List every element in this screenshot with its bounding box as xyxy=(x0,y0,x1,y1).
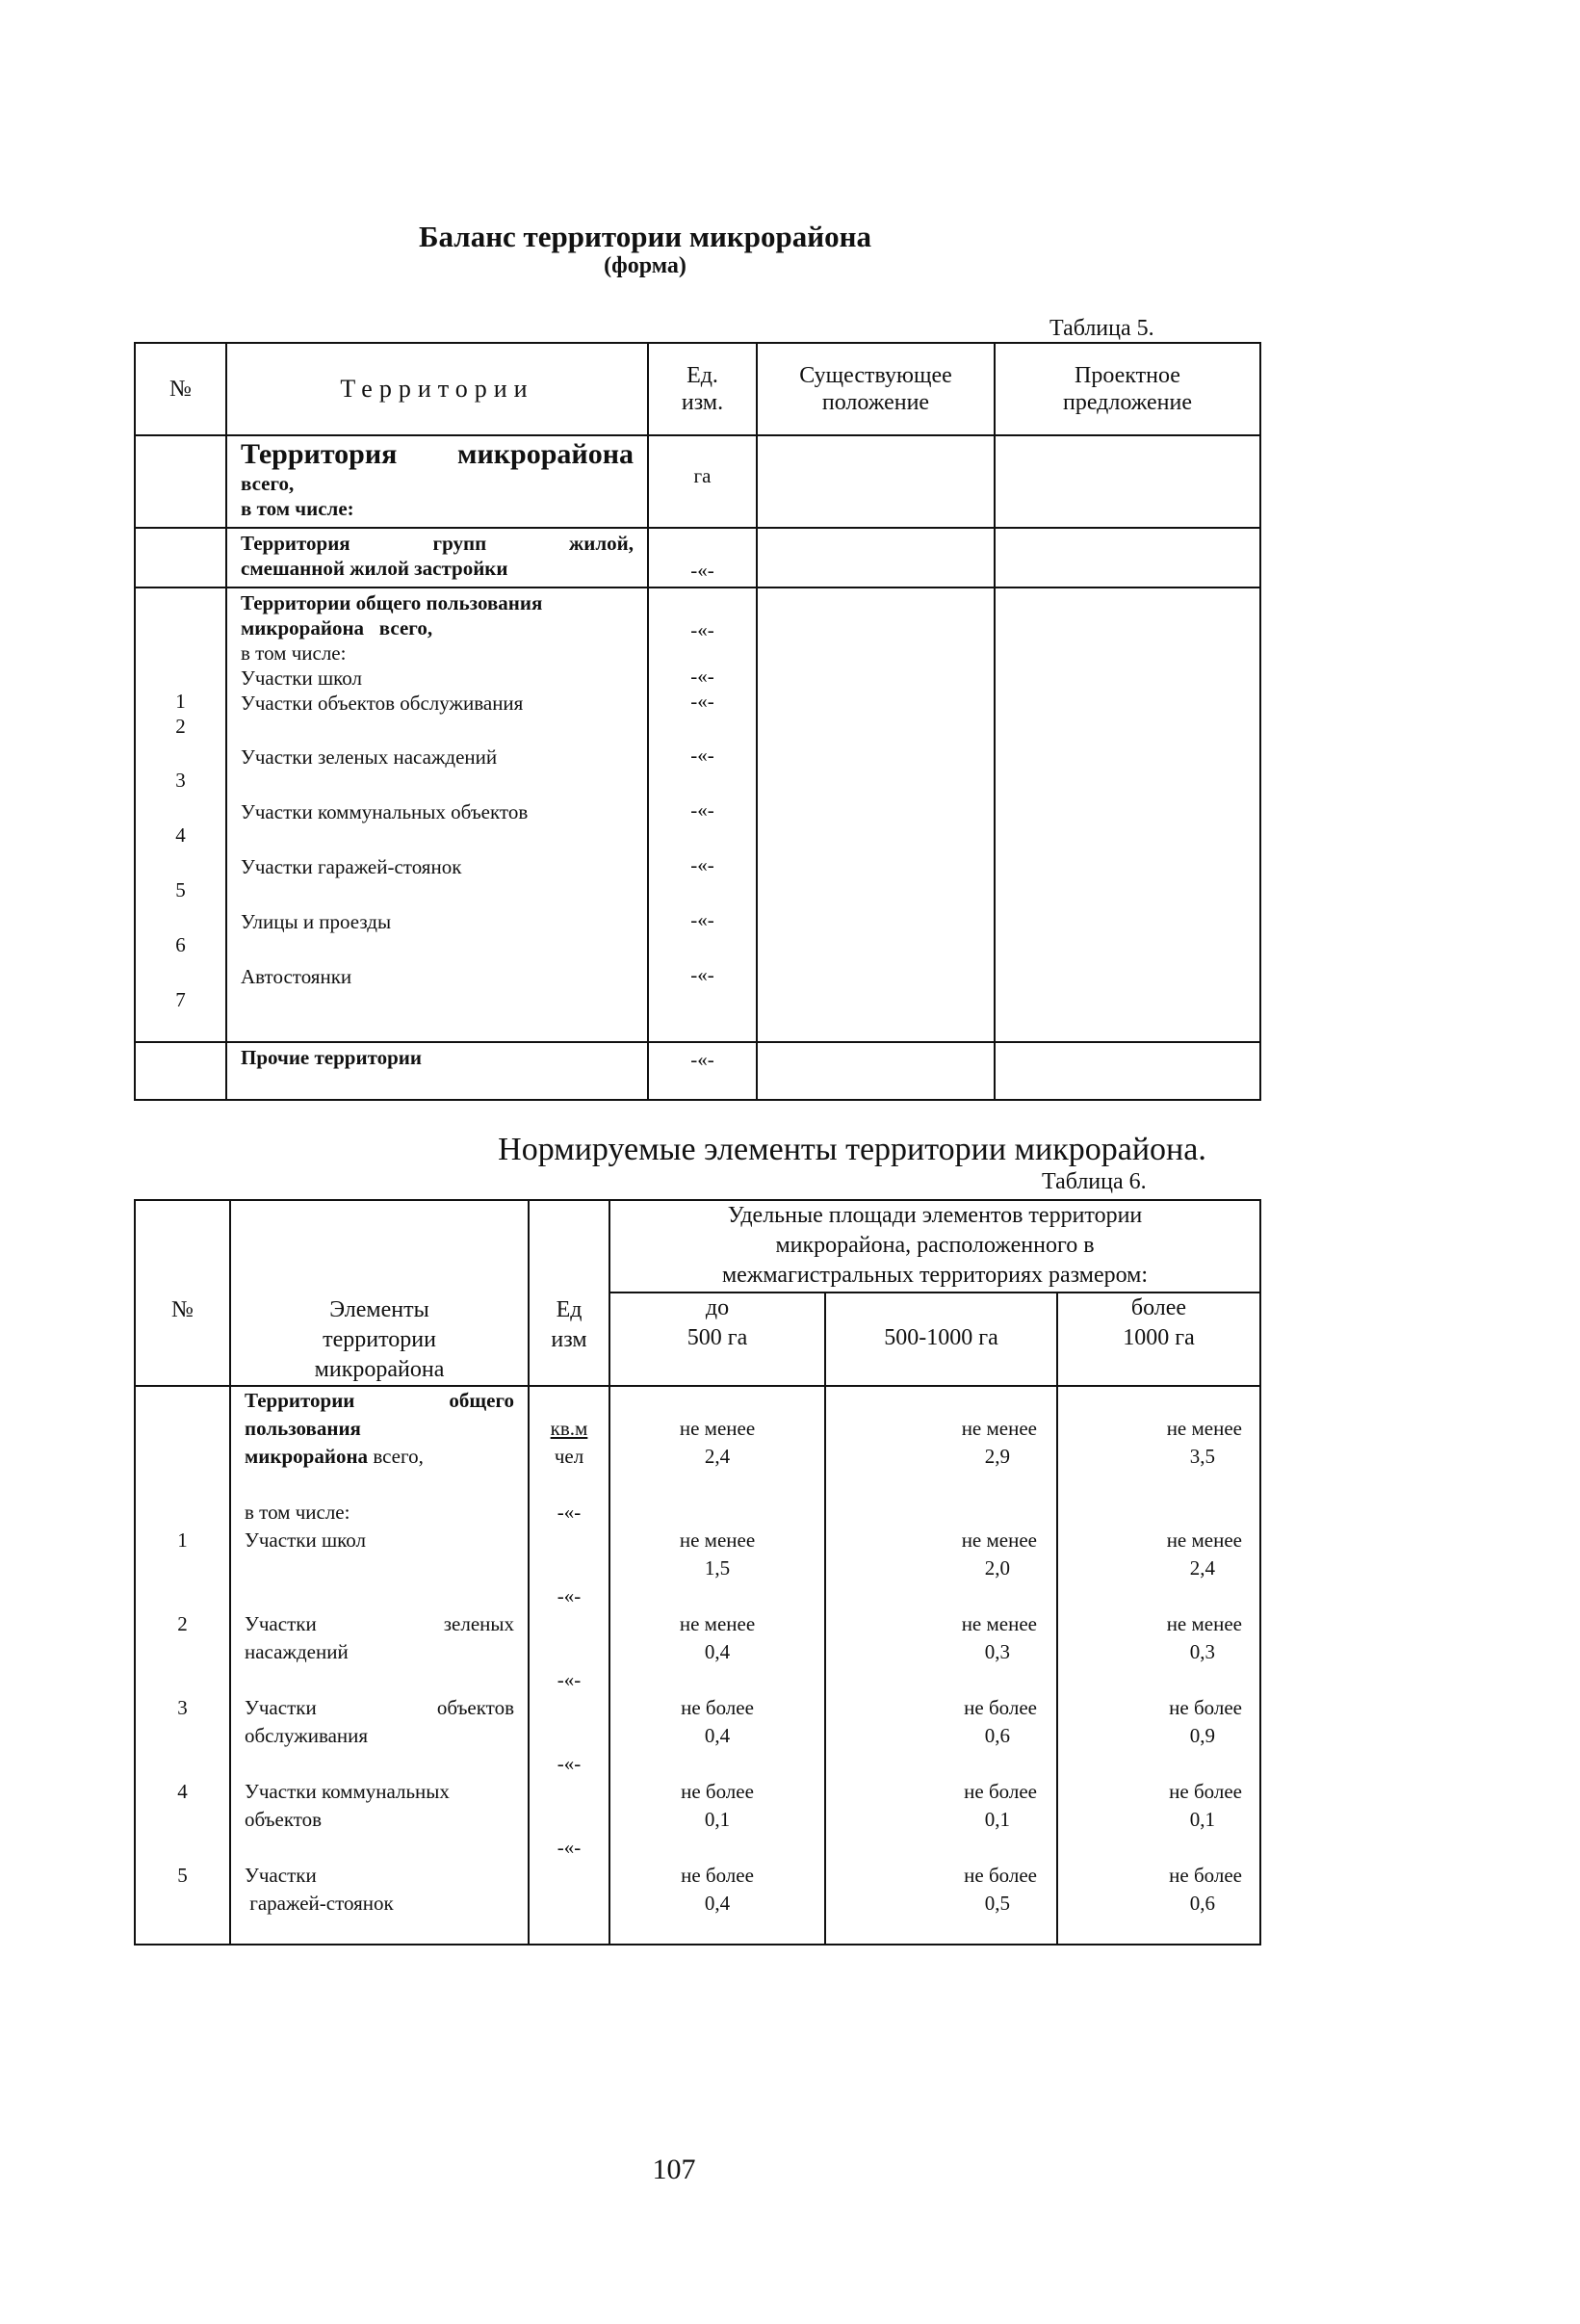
row-other-unit: -«- xyxy=(648,1042,757,1100)
table6-label: Таблица 6. xyxy=(1042,1169,1147,1194)
table6-header-row1 xyxy=(135,1200,1260,1293)
table5-row-other xyxy=(135,1042,1260,1100)
header-unit: Ед. изм. xyxy=(648,343,757,435)
page-number: 107 xyxy=(652,2154,696,2185)
row-residential-unit: -«- xyxy=(648,528,757,588)
header-proposal: Проектное предложение xyxy=(995,343,1260,435)
row-total-label: Территория микрорайона всего, в том числе: xyxy=(226,435,648,528)
territory-balance-table xyxy=(134,342,1261,1101)
normative-elements-table xyxy=(134,1199,1261,1945)
row-public-units: -«- -«- -«- -«- -«- -«- -«- -«- xyxy=(648,588,757,1042)
t6-header-unit: Ед изм xyxy=(529,1200,609,1386)
table5-label: Таблица 5. xyxy=(1049,316,1154,341)
t6-header-c3: более 1000 га xyxy=(1057,1293,1260,1386)
t6-values-c3: не менее 3,5 не менее 2,4 не менее 0,3 не более 0,9 не более 0,1 не более 0,6 xyxy=(1057,1386,1260,1945)
table5-row-residential xyxy=(135,528,1260,588)
row-public-labels: Территории общего пользования микрорайона всего, в том числе: Участки школ Участки объектов обслуживания Участки зеленых насаждений Участки коммунальных объектов Участки гаражей-стоянок Улицы и проезды Автостоянки xyxy=(226,588,648,1042)
table5-row-total xyxy=(135,435,1260,528)
page-subtitle: (форма) xyxy=(604,253,686,278)
t6-header-elements: Элементы территории микрорайона xyxy=(230,1200,529,1386)
t6-header-num: № xyxy=(135,1200,230,1386)
table5-header-row xyxy=(135,343,1260,435)
table6-body-row xyxy=(135,1386,1260,1945)
t6-labels: Территории общего пользования микрорайона всего, в том числе: Участки школ Участки зеленых насаждений Участки объектов обслуживания Участки коммунальных объектов Участки гаражей-стоянок xyxy=(230,1386,529,1945)
row-public-nums: 1 2 3 4 5 6 7 xyxy=(135,588,226,1042)
table6-title: Нормируемые элементы территории микрорайона. xyxy=(498,1132,1206,1167)
header-existing: Существующее положение xyxy=(757,343,995,435)
t6-values-c1: не менее 2,4 не менее 1,5 не менее 0,4 не более 0,4 не более 0,1 не более 0,4 xyxy=(609,1386,825,1945)
t6-header-c1: до 500 га xyxy=(609,1293,825,1386)
t6-header-group: Удельные площади элементов территории микрорайона, расположенного в межмагистральных территориях размером: xyxy=(609,1200,1260,1293)
row-residential-label: Территория групп жилой, смешанной жилой застройки xyxy=(226,528,648,588)
header-territory: Территории xyxy=(226,343,648,435)
row-total-unit: га xyxy=(648,435,757,528)
t6-nums: 1 2 3 4 5 xyxy=(135,1386,230,1945)
header-num: № xyxy=(135,343,226,435)
table5-row-public xyxy=(135,588,1260,1042)
t6-header-c2: 500-1000 га xyxy=(825,1293,1057,1386)
row-other-label: Прочие территории xyxy=(226,1042,648,1100)
page-title: Баланс территории микрорайона xyxy=(419,220,871,253)
t6-units: кв.м чел -«- -«- -«- -«- -«- xyxy=(529,1386,609,1945)
t6-values-c2: не менее 2,9 не менее 2,0 не менее 0,3 не более 0,6 не более 0,1 не более 0,5 xyxy=(825,1386,1057,1945)
